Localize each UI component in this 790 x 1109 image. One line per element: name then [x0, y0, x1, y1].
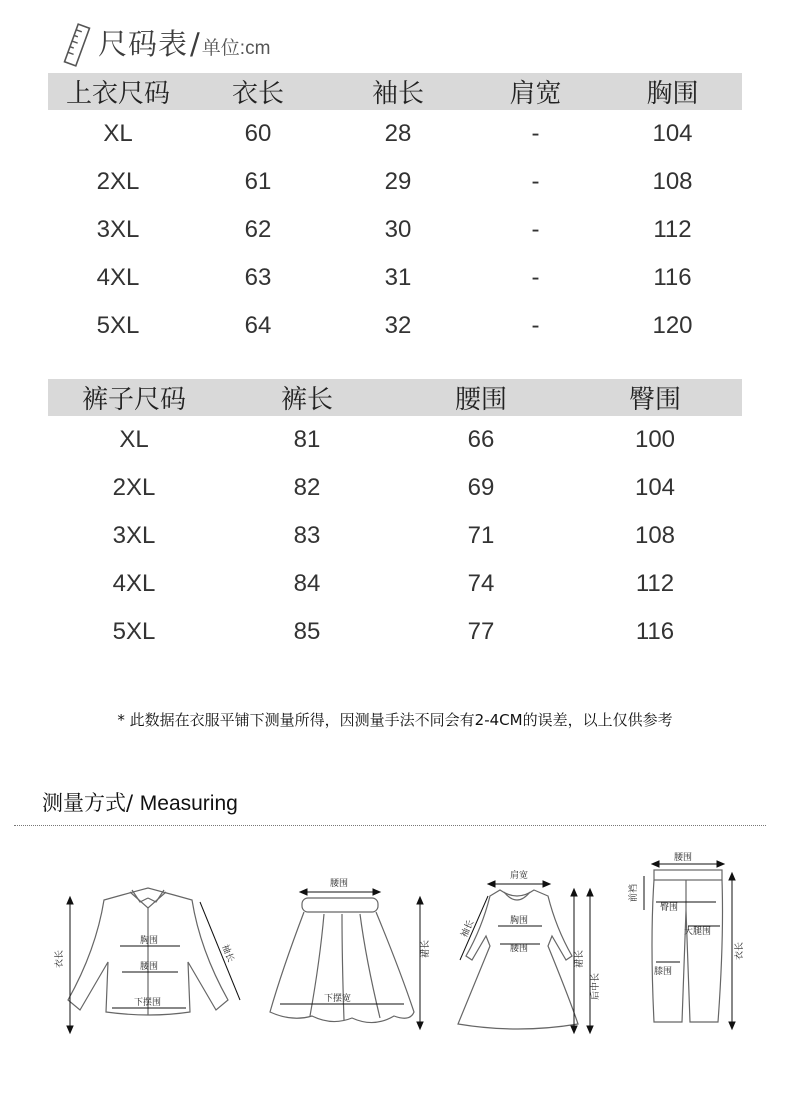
dress-labels [452, 840, 602, 1040]
shirt-chest-label: 胸围 [140, 936, 159, 946]
table-cell: 3XL [96, 216, 140, 243]
ruler-icon [62, 23, 92, 67]
dress-length-label: 裙长 [575, 949, 585, 968]
table-cell: 3XL [112, 522, 156, 549]
skirt-hem-label: 下摆宽 [324, 994, 352, 1004]
pants-thigh-label: 大腿围 [684, 927, 712, 937]
dress-chest-label: 胸围 [510, 916, 529, 926]
table-cell: 66 [467, 426, 495, 453]
shirt-waist-label: 腰围 [140, 962, 159, 972]
shirt-length-label: 衣长 [55, 949, 65, 968]
table-cell: 32 [384, 312, 412, 339]
table-cell: 5XL [96, 312, 140, 339]
table-cell: - [531, 264, 540, 291]
measuring-title-cn: 测量方式 [42, 791, 126, 815]
table-cell: 69 [467, 474, 495, 501]
table-row [48, 560, 742, 608]
dress-shoulder-label: 肩宽 [510, 871, 529, 881]
table-cell: 30 [384, 216, 412, 243]
table-row [48, 416, 742, 464]
table-cell: 104 [652, 120, 693, 147]
table-cell: 83 [293, 522, 321, 549]
table-cell: 100 [634, 426, 676, 453]
pants-length-label: 衣长 [735, 941, 745, 960]
top-size-table [48, 73, 742, 350]
table-cell: 29 [384, 168, 412, 195]
table-cell: 74 [467, 570, 495, 597]
title-unit: 单位:cm [201, 38, 271, 59]
table-row [48, 302, 742, 350]
table-cell: 71 [467, 522, 495, 549]
table-cell: 112 [635, 570, 675, 597]
table-cell: 84 [293, 570, 321, 597]
skirt-waist-label: 腰围 [330, 879, 349, 889]
table-row [48, 254, 742, 302]
shirt-labels [50, 840, 250, 1040]
table-cell: - [531, 312, 540, 339]
table-header-row [48, 379, 742, 416]
table-row [48, 608, 742, 656]
table-header-row [48, 73, 742, 110]
table-row [48, 110, 742, 158]
shirt-sleeve-label: 袖长 [219, 943, 236, 964]
table-cell: 77 [467, 618, 495, 645]
header-pants-length: 裤长 [220, 379, 394, 416]
table-cell: 112 [653, 216, 692, 243]
table-cell: 85 [293, 618, 321, 645]
dress-waist-label: 腰围 [510, 944, 529, 954]
size-chart-title [62, 22, 270, 68]
pants-knee-label: 膝围 [654, 967, 673, 977]
header-sleeve: 袖长 [328, 73, 468, 110]
title-main: 尺码表 [98, 27, 189, 61]
table-cell: - [531, 120, 540, 147]
table-cell: 61 [244, 168, 272, 195]
header-shoulder: 肩宽 [468, 73, 603, 110]
table-cell: XL [103, 120, 133, 147]
header-hip: 臀围 [568, 379, 742, 416]
pants-labels [620, 840, 770, 1040]
table-cell: 28 [384, 120, 412, 147]
table-cell: 60 [244, 120, 272, 147]
table-cell: 4XL [96, 264, 140, 291]
table-cell: 116 [635, 618, 675, 645]
table-cell: - [531, 216, 540, 243]
dress-sleeve-label: 袖长 [459, 918, 477, 940]
measuring-title-sep: / [126, 791, 140, 815]
table-cell: 108 [652, 168, 693, 195]
header-length: 衣长 [188, 73, 328, 110]
table-cell: 64 [244, 312, 272, 339]
table-cell: 2XL [112, 474, 156, 501]
measuring-title [42, 787, 238, 817]
header-pants-size: 裤子尺码 [48, 379, 220, 416]
dress-diagram [452, 840, 602, 1040]
table-cell: 104 [634, 474, 676, 501]
measurement-note: * 此数据在衣服平铺下测量所得，因测量手法不同会有2-4CM的误差，以上仅供参考 [117, 711, 673, 729]
table-cell: 81 [293, 426, 321, 453]
table-cell: 82 [293, 474, 321, 501]
header-chest: 胸围 [603, 73, 742, 110]
title-slash: / [190, 27, 200, 61]
table-cell: 4XL [112, 570, 156, 597]
skirt-diagram [262, 840, 432, 1040]
pants-waist-label: 腰围 [674, 853, 693, 863]
table-cell: 108 [634, 522, 676, 549]
dress-center-back-label: 后中长 [591, 972, 601, 1000]
pants-diagram [620, 840, 770, 1040]
shirt-diagram [50, 840, 250, 1040]
table-cell: XL [119, 426, 149, 453]
table-cell: 5XL [112, 618, 156, 645]
table-cell: 116 [653, 264, 692, 291]
table-cell: 2XL [96, 168, 140, 195]
table-cell: 62 [244, 216, 272, 243]
skirt-length-label: 裙长 [421, 939, 431, 958]
measuring-title-en: Measuring [139, 792, 238, 815]
table-row [48, 206, 742, 254]
pants-hip-label: 臀围 [660, 903, 679, 913]
table-row [48, 464, 742, 512]
table-cell: 31 [384, 264, 412, 291]
skirt-labels [262, 840, 432, 1040]
shirt-hem-label: 下摆围 [134, 998, 162, 1008]
table-cell: 63 [244, 264, 272, 291]
header-top-size: 上衣尺码 [48, 73, 188, 110]
dotted-divider [14, 825, 766, 826]
table-cell: - [531, 168, 540, 195]
header-waist: 腰围 [394, 379, 568, 416]
pants-size-table [48, 379, 742, 656]
table-cell: 120 [652, 312, 693, 339]
table-row [48, 158, 742, 206]
pants-front-rise-label: 前裆 [629, 883, 639, 902]
table-row [48, 512, 742, 560]
